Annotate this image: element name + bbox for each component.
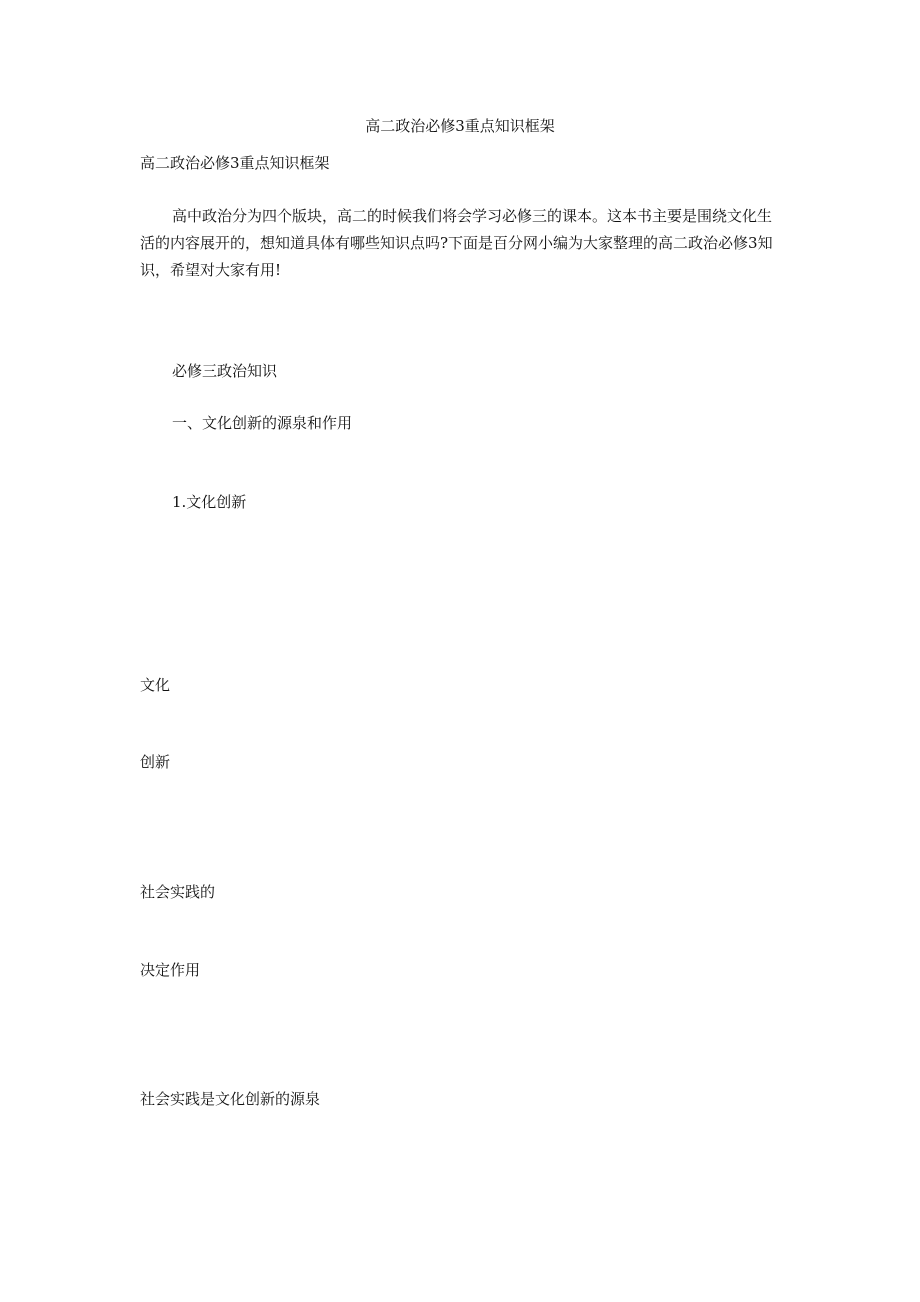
document-title: 高二政治必修3重点知识框架 <box>365 117 555 135</box>
frame-label-social-practice: 社会实践的 <box>140 883 216 901</box>
subsection-heading: 一、文化创新的源泉和作用 <box>172 414 353 432</box>
item-heading: 1.文化创新 <box>172 493 247 511</box>
frame-label-source: 社会实践是文化创新的源泉 <box>140 1090 321 1108</box>
frame-label-decisive-role: 决定作用 <box>140 961 201 979</box>
section-heading: 必修三政治知识 <box>172 362 278 380</box>
frame-label-culture: 文化 <box>140 676 171 694</box>
intro-paragraph: 高中政治分为四个版块，高二的时候我们将会学习必修三的课本。这本书主要是围绕文化生活的内容展开的，想知道具体有哪些知识点吗?下面是百分网小编为大家整理的高二政治必修3知识，希望对大家有用! <box>140 207 773 279</box>
article-heading: 高二政治必修3重点知识框架 <box>140 154 330 172</box>
frame-label-innovation: 创新 <box>140 753 171 771</box>
